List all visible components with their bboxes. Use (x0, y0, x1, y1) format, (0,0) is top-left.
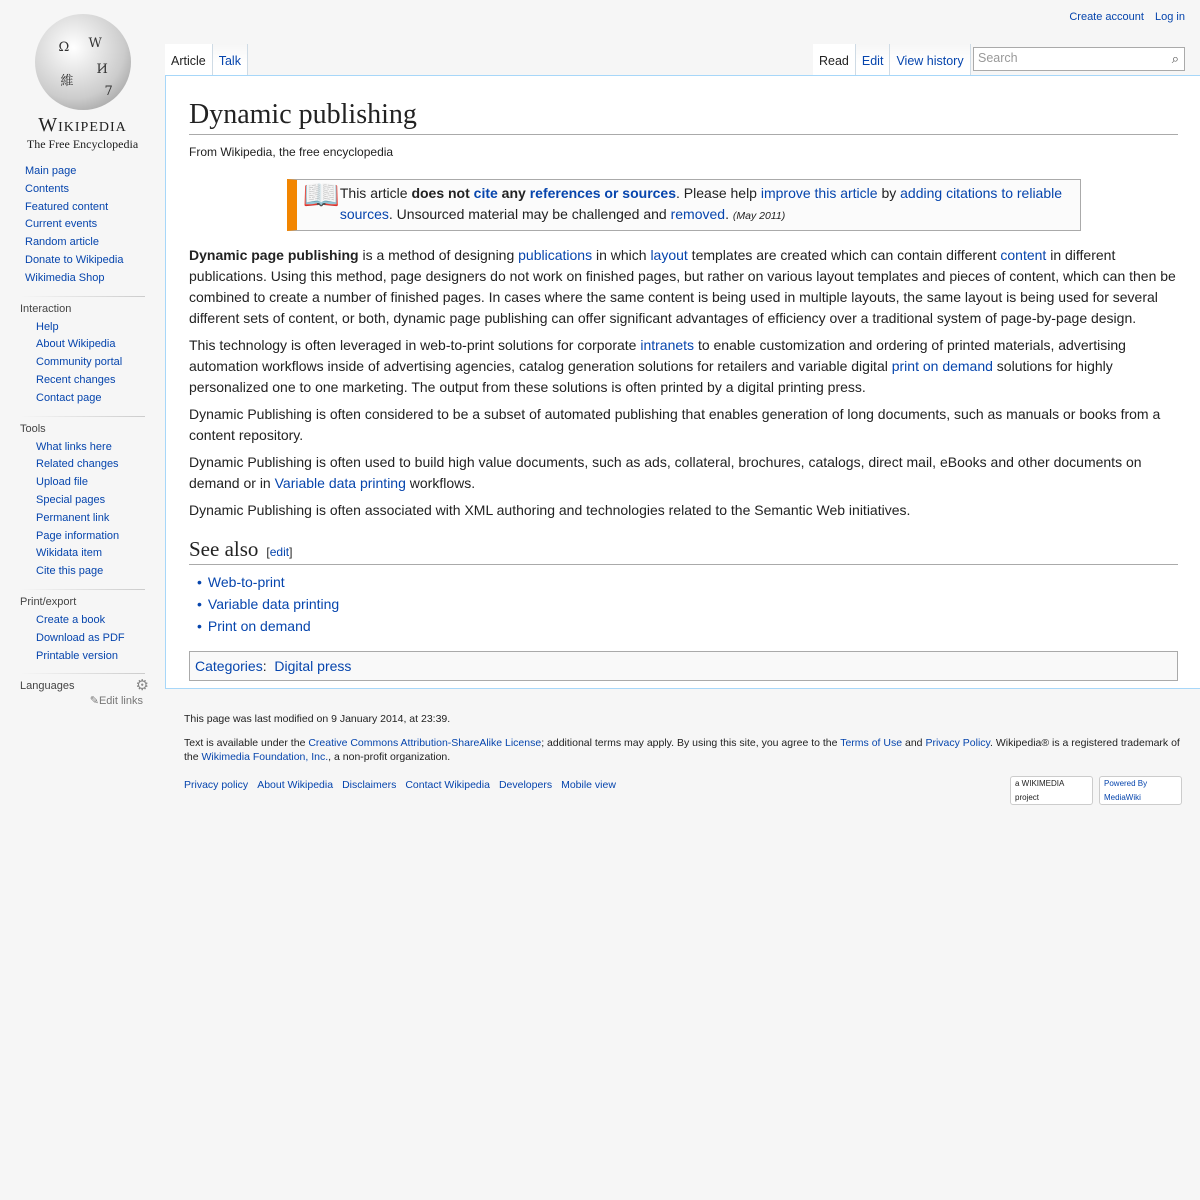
link-references-or-sources[interactable]: references or sources (529, 184, 677, 201)
sidebar-item-cite-this-page[interactable]: Cite this page (36, 565, 104, 578)
create-account-link[interactable]: Create account (1069, 11, 1144, 23)
tab-read[interactable]: Read (813, 44, 856, 75)
text-segment: solutions for highly personalized one to one marketing. The output from these solutions is often printed by a digital printing press. (189, 357, 1113, 395)
sidebar-item-page-information[interactable]: Page information (36, 529, 120, 542)
sidebar-item-help[interactable]: Help (36, 320, 59, 333)
link-creative-commons-attribution-sharealike-license[interactable]: Creative Commons Attribution-ShareAlike License (308, 737, 542, 749)
see-also-print-on-demand[interactable]: Print on demand (207, 617, 311, 634)
link-publications[interactable]: publications (518, 246, 593, 263)
content (165, 75, 1200, 689)
sidebar-item-wikimedia-shop[interactable]: Wikimedia Shop (25, 271, 105, 284)
link-terms-of-use[interactable]: Terms of Use (840, 737, 903, 749)
sidebar-item-recent-changes[interactable]: Recent changes (36, 373, 116, 386)
search-icon[interactable]: ⌕ (1171, 51, 1179, 66)
main-nav (20, 165, 165, 290)
text-segment: . Unsourced material may be challenged and (388, 205, 671, 222)
search-input[interactable] (973, 47, 1185, 71)
text-segment: Dynamic Publishing is often used to build high value documents, such as ads, collateral, brochures, catalogs, direct mail, eBooks and other documents on demand or in (189, 453, 1142, 491)
paragraph (189, 452, 1178, 494)
text-segment: in which (592, 246, 651, 263)
sidebar-item-create-a-book[interactable]: Create a book (36, 613, 106, 626)
categories-box: Categories: Digital press (189, 651, 1178, 681)
sidebar-item-download-as-pdf[interactable]: Download as PDF (36, 631, 125, 644)
text-segment: to enable customization and ordering of printed materials, advertising automation workflows inside of advertising agencies, catalog generation solutions for retailers and variable digital (189, 336, 1126, 374)
footer-link-about-wikipedia[interactable]: About Wikipedia (257, 779, 334, 791)
text-segment: . Wikipedia® is a registered trademark of the (184, 737, 1180, 763)
print-export-heading: Print/export (20, 595, 77, 608)
log-in-link[interactable]: Log in (1155, 11, 1185, 23)
text-segment: , a non-profit organization. (328, 751, 451, 763)
unreferenced-notice (287, 179, 1081, 231)
sidebar-item-main-page[interactable]: Main page (25, 165, 77, 177)
sidebar-item-printable-version[interactable]: Printable version (36, 649, 118, 662)
text-segment: . Please help (676, 184, 761, 201)
languages-heading: Languages (20, 680, 75, 693)
see-also-list (189, 571, 1178, 637)
paragraph (189, 404, 1178, 446)
footer-link-privacy-policy[interactable]: Privacy policy (184, 779, 249, 791)
text-segment: and (902, 737, 926, 749)
sidebar-item-wikidata-item[interactable]: Wikidata item (36, 547, 103, 560)
sidebar-item-about-wikipedia[interactable]: About Wikipedia (36, 338, 116, 351)
link-variable-data-printing[interactable]: Variable data printing (274, 474, 406, 491)
footer-link-contact-wikipedia[interactable]: Contact Wikipedia (405, 779, 490, 791)
sidebar-item-random-article[interactable]: Random article (25, 236, 99, 249)
logo-wordmark: Wikipedia (38, 114, 127, 136)
text-segment: Dynamic Publishing is often associated with XML authoring and technologies related to the Semantic Web initiatives. (189, 501, 911, 518)
book-icon: 📖 (302, 178, 340, 212)
site-subtitle: From Wikipedia, the free encyclopedia (189, 144, 394, 159)
link-improve-this-article[interactable]: improve this article (760, 184, 878, 201)
personal-tools (1061, 11, 1185, 23)
sidebar-item-contact-page[interactable]: Contact page (36, 391, 102, 404)
link-removed[interactable]: removed (670, 205, 726, 222)
text-segment: by (877, 184, 901, 201)
footer-link-disclaimers[interactable]: Disclaimers (342, 779, 397, 791)
link-content[interactable]: content (1000, 246, 1047, 263)
tools-heading: Tools (20, 422, 46, 435)
interaction-heading: Interaction (20, 302, 72, 315)
link-layout[interactable]: layout (650, 246, 688, 263)
link-adding-citations-to-reliable-sources[interactable]: adding citations to reliable sources (339, 184, 1063, 222)
notice-date: (May 2011) (732, 209, 786, 222)
search-placeholder: Search (978, 51, 1018, 65)
gear-icon[interactable]: ⚙ (135, 677, 149, 695)
see-also-variable-data-printing[interactable]: Variable data printing (207, 595, 340, 612)
sidebar-item-special-pages[interactable]: Special pages (36, 493, 106, 506)
footer-link-developers[interactable]: Developers (498, 779, 553, 791)
paragraph (189, 500, 1178, 521)
text-segment: templates are created which can contain different (687, 246, 1001, 263)
wikimedia-project-badge[interactable]: a WIKIMEDIA project (1010, 776, 1093, 805)
logo-tagline: The Free Encyclopedia (26, 137, 139, 151)
sidebar-item-current-events[interactable]: Current events (25, 218, 98, 231)
text-segment: . (725, 205, 733, 222)
text-segment: ; additional terms may apply. By using this site, you agree to the (541, 737, 841, 749)
tab-edit[interactable]: Edit (856, 44, 891, 75)
text-segment: in different publications. Using this method, page designers do not work on finished pages, but rather on various layout templates and pieces of content, which can then be combined to create a number of finished pages. In cases where the same content is being used in multiple layouts, the same layout is being used for several different sets of content, or both, dynamic page publishing can offer significant advantages of efficiency over a traditional system of page-by-page design. (189, 246, 1176, 326)
text-segment: Dynamic page publishing (189, 246, 359, 263)
see-also-heading: See also [edit] (189, 537, 1178, 565)
pencil-icon: ✎ (89, 695, 99, 708)
link-print-on-demand[interactable]: print on demand (891, 357, 993, 374)
see-also-web-to-print[interactable]: Web-to-print (207, 573, 285, 590)
paragraph (189, 335, 1178, 398)
license-text (184, 736, 1184, 764)
last-modified: This page was last modified on 9 January 2014, at 23:39. (184, 713, 451, 725)
link-intranets[interactable]: intranets (640, 336, 695, 353)
text-segment: This technology is often leveraged in web-to-print solutions for corporate (189, 336, 641, 353)
view-tabs (813, 44, 971, 75)
page-title: Dynamic publishing (189, 98, 1178, 135)
paragraph (189, 245, 1178, 329)
sidebar-item-donate-to-wikipedia[interactable]: Donate to Wikipedia (25, 253, 124, 266)
footer-link-mobile-view[interactable]: Mobile view (561, 779, 616, 791)
sidebar-item-featured-content[interactable]: Featured content (25, 200, 109, 213)
sidebar (0, 165, 165, 713)
link-privacy-policy[interactable]: Privacy Policy (925, 737, 991, 749)
globe-icon: Ω W И 維 7 (35, 14, 131, 110)
sidebar-item-related-changes[interactable]: Related changes (36, 458, 119, 471)
link-wikimedia-foundation-inc[interactable]: Wikimedia Foundation, Inc. (201, 751, 329, 763)
sidebar-item-what-links-here[interactable]: What links here (36, 440, 112, 453)
powered-by-mediawiki-badge[interactable]: Powered By MediaWiki (1099, 776, 1182, 805)
category-digital-press[interactable]: Digital press (274, 657, 352, 674)
tab-talk[interactable]: Talk (213, 44, 248, 75)
edit-links-link[interactable]: Edit links (98, 695, 143, 708)
tab-article[interactable]: Article (165, 44, 213, 75)
tab-view-history[interactable]: View history (890, 44, 970, 75)
text-segment: Text is available under the (184, 737, 309, 749)
categories-link[interactable]: Categories (195, 657, 263, 674)
sidebar-item-permanent-link[interactable]: Permanent link (36, 511, 110, 524)
text-segment: This article (339, 184, 412, 201)
footer (184, 712, 1184, 802)
sidebar-item-contents[interactable]: Contents (25, 182, 70, 195)
sidebar-item-community-portal[interactable]: Community portal (36, 356, 123, 369)
link-cite[interactable]: cite (473, 184, 498, 201)
text-segment: workflows. (405, 474, 476, 491)
sidebar-item-upload-file[interactable]: Upload file (36, 476, 88, 489)
text-segment: does not (411, 184, 470, 201)
wikipedia-logo[interactable] (20, 10, 145, 150)
text-segment: is a method of designing (358, 246, 519, 263)
namespace-tabs (165, 44, 248, 75)
text-segment: Dynamic Publishing is often considered to be a subset of automated publishing that enables generation of long documents, such as manuals or books from a content repository. (189, 405, 1161, 443)
edit-section-link[interactable]: edit (269, 544, 290, 559)
text-segment: any (497, 184, 526, 201)
